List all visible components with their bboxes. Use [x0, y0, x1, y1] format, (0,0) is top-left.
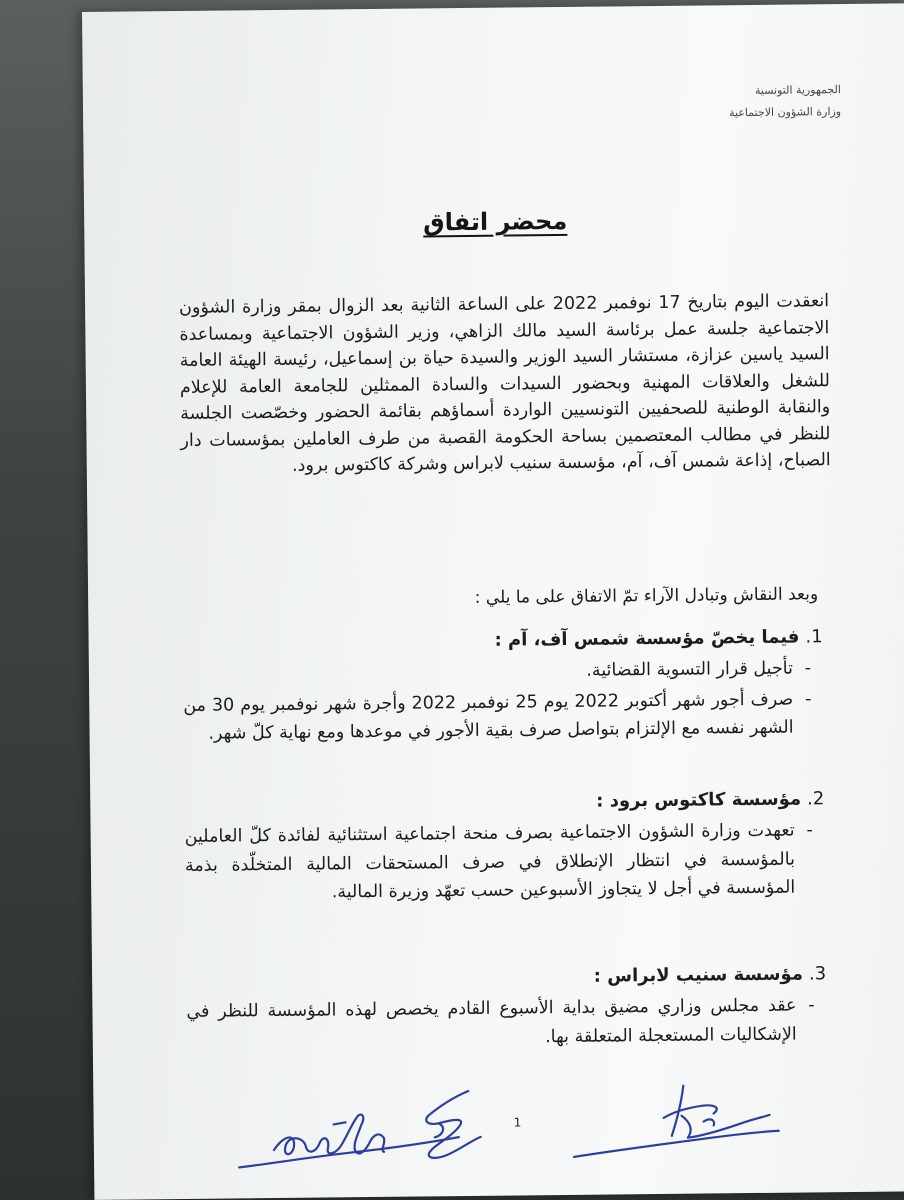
section-title	[186, 959, 826, 996]
signature-middle	[398, 1083, 509, 1179]
section-heading: فيما يخصّ مؤسسة شمس آف، آم :	[494, 626, 800, 651]
list-item-text: تعهدت وزارة الشؤون الاجتماعية بصرف منحة اجتماعية استثنائية لفائدة كلّ العاملين بالمؤسسة في انتظار الإنطلاق في صرف المستحقات المالية المتخلّدة بذمة المؤسسة في أجل لا يتجاوز الأسبوعين حسب تعهّد وزيرة المالية.	[184, 820, 796, 903]
signature-right	[563, 1077, 784, 1169]
list-item	[183, 685, 824, 749]
bullet-dash: -	[808, 995, 815, 1016]
section-number: 2.	[806, 788, 825, 810]
agreement-intro: وبعد النقاش وتبادل الآراء تمّ الاتفاق على ما يلي :	[474, 584, 819, 608]
letterhead	[729, 79, 841, 124]
page-number: 1	[513, 1115, 522, 1130]
letterhead-country: الجمهورية التونسية	[754, 83, 841, 97]
list-item-text: عقد مجلس وزاري مضيق بداية الأسبوع القادم يخصص لهذه المؤسسة للنظر في الإشكاليات المستعجلة المتعلقة بها.	[186, 995, 797, 1047]
document-page	[82, 3, 904, 1200]
list-item-text: صرف أجور شهر أكتوبر 2022 يوم 25 نوفمبر 2022 وأجرة شهر نوفمبر يوم 30 من الشهر نفسه مع الإلتزام بتواصل صرف بقية الأجور في موعدها ومع نهاية كلّ شهر.	[183, 689, 794, 744]
bullet-dash: -	[804, 658, 812, 679]
bullet-dash: -	[806, 820, 813, 841]
section-heading: مؤسسة سنيب لابراس :	[593, 963, 804, 987]
section-shams-fm	[182, 622, 823, 748]
intro-paragraph: انعقدت اليوم بتاريخ 17 نوفمبر 2022 على الساعة الثانية بعد الزوال بمقر وزارة الشؤون الاجتماعية جلسة عمل برئاسة السيد مالك الزاهي، وزير الشؤون الاجتماعية وبمساعدة السيد ياسين عزازة، مستشار السيد الوزير والسيدة حياة بن إسماعيل، رئيسة الهيئة العامة للشغل والعلاقات المهنية وبحضور السيدات والسادة الممثلين للجامعة العامة للإعلام والنقابة الوطنية للصحفيين التونسيين الواردة أسماؤهم بقائمة الحضور وخصّصت الجلسة للنظر في مطالب المعتصمين بساحة الحكومة القصبة من طرف العاملين بمؤسسات دار الصباح، إذاعة شمس آف، آم، مؤسسة سنيب لابراس وشركة كاكتوس برود.	[179, 291, 831, 476]
section-title	[182, 622, 822, 659]
list-item	[183, 654, 823, 689]
list-item-text: تأجيل قرار التسوية القضائية.	[586, 658, 794, 681]
list-item	[186, 991, 827, 1055]
section-title	[184, 784, 824, 821]
section-cactus-prod	[184, 784, 825, 908]
section-heading: مؤسسة كاكتوس برود :	[596, 788, 802, 812]
section-number: 3.	[808, 963, 827, 985]
section-number: 1.	[805, 626, 823, 648]
list-item	[184, 816, 825, 908]
section-snipe-lapresse	[186, 959, 827, 1055]
bullet-dash: -	[804, 688, 812, 709]
document-title: محضر اتفاق	[423, 206, 568, 237]
letterhead-ministry: وزارة الشؤون الاجتماعية	[729, 105, 842, 120]
